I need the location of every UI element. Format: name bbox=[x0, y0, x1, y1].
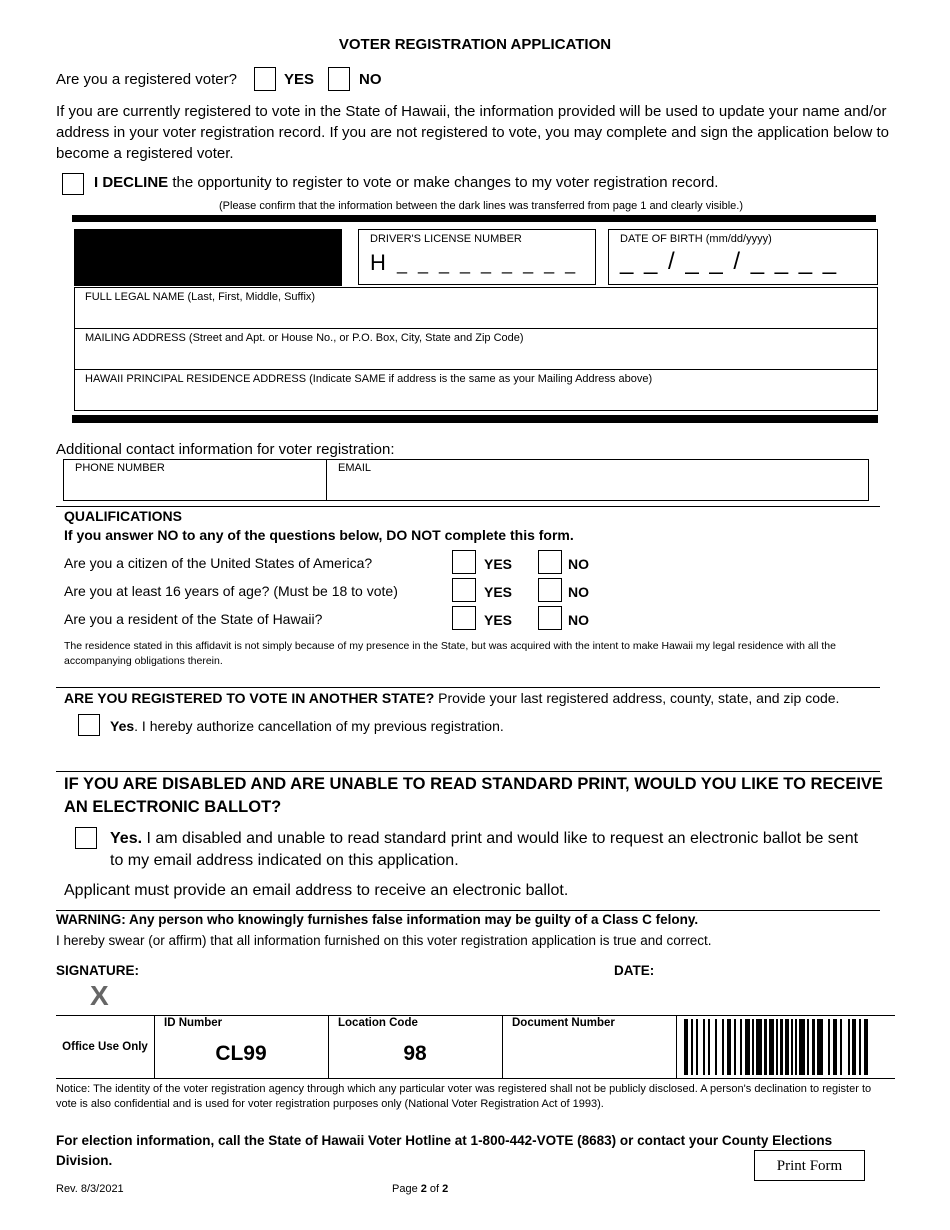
decline-text bbox=[94, 174, 718, 191]
resident-yes-label: YES bbox=[484, 612, 513, 628]
dob-field[interactable] bbox=[608, 229, 878, 285]
mailing-label: MAILING ADDRESS (Street and Apt. or House No., or P.O. Box, City, State and Zip Code) bbox=[85, 332, 524, 344]
barcode bbox=[682, 1019, 872, 1075]
divider bbox=[676, 1015, 677, 1079]
dob-label: DATE OF BIRTH (mm/dd/yyyy) bbox=[620, 233, 772, 245]
email-required-note: Applicant must provide an email address to receive an electronic ballot. bbox=[64, 882, 569, 899]
registered-no-label: NO bbox=[359, 71, 382, 88]
citizen-no-checkbox[interactable] bbox=[538, 550, 562, 574]
question-resident: Are you a resident of the State of Hawaii? bbox=[64, 611, 323, 627]
signature-mark: X bbox=[90, 980, 109, 1011]
date-label: DATE: bbox=[614, 963, 655, 978]
license-prefix: H bbox=[370, 250, 386, 275]
qualifications-subheading: If you answer NO to any of the questions below, DO NOT complete this form. bbox=[64, 527, 574, 543]
other-state-yes-text bbox=[110, 718, 504, 734]
divider bbox=[74, 369, 878, 370]
citizen-yes-label: YES bbox=[484, 556, 513, 572]
age-no-checkbox[interactable] bbox=[538, 578, 562, 602]
email-field[interactable] bbox=[326, 459, 869, 501]
license-label: DRIVER'S LICENSE NUMBER bbox=[370, 233, 522, 245]
resident-no-checkbox[interactable] bbox=[538, 606, 562, 630]
electronic-ballot-rest: I am disabled and unable to read standard print and would like to request an electronic ballot be sent to my email address indicated on this application. bbox=[110, 830, 859, 869]
signature-field[interactable] bbox=[140, 975, 600, 1011]
registered-question: Are you a registered voter? bbox=[56, 71, 237, 88]
print-form-button[interactable]: Print Form bbox=[754, 1150, 865, 1181]
electronic-ballot-text bbox=[110, 828, 870, 872]
office-use-label: Office Use Only bbox=[62, 1041, 148, 1053]
other-state-question bbox=[64, 690, 839, 706]
signature-label: SIGNATURE: bbox=[56, 963, 139, 978]
hotline-text: For election information, call the State of Hawaii Voter Hotline at 1-800-442-VOTE (8683) or contact your County Elections Division. bbox=[56, 1133, 833, 1168]
mailing-input[interactable] bbox=[74, 345, 878, 369]
question-citizen: Are you a citizen of the United States of America? bbox=[64, 555, 373, 571]
section-divider bbox=[56, 506, 880, 507]
age-yes-label: YES bbox=[484, 584, 513, 600]
license-field[interactable] bbox=[358, 229, 596, 285]
id-number-value: CL99 bbox=[215, 1042, 267, 1065]
warning-text: WARNING: Any person who knowingly furnishes false information may be guilty of a Class C felony. bbox=[56, 912, 699, 927]
residence-label: HAWAII PRINCIPAL RESIDENCE ADDRESS (Indicate SAME if address is the same as your Mailing Address above) bbox=[85, 373, 653, 385]
redacted-block bbox=[74, 229, 342, 286]
phone-label: PHONE NUMBER bbox=[75, 462, 165, 474]
other-state-rest: Provide your last registered address, county, state, and zip code. bbox=[434, 690, 840, 706]
other-state-bold: ARE YOU REGISTERED TO VOTE IN ANOTHER STATE? bbox=[64, 690, 435, 706]
page-title: VOTER REGISTRATION APPLICATION bbox=[338, 36, 612, 53]
date-field[interactable] bbox=[660, 958, 860, 988]
resident-yes-checkbox[interactable] bbox=[452, 606, 476, 630]
page-current: 2 bbox=[420, 1183, 427, 1195]
decline-bold: I DECLINE bbox=[94, 174, 169, 191]
section-divider bbox=[56, 771, 880, 772]
page-number bbox=[392, 1183, 448, 1195]
dob-mask: _ _ / _ _ / _ _ _ _ bbox=[620, 248, 839, 275]
location-code-value: 98 bbox=[403, 1042, 427, 1065]
page-mid: of bbox=[426, 1183, 443, 1195]
qualifications-heading: QUALIFICATIONS bbox=[64, 508, 182, 524]
electronic-ballot-bold: Yes. bbox=[110, 830, 143, 847]
id-number-label: ID Number bbox=[164, 1017, 223, 1029]
other-state-yes-checkbox[interactable] bbox=[78, 714, 100, 736]
intro-paragraph: If you are currently registered to vote in the State of Hawaii, the information provided will be used to update your name and/or address in your voter registration record. If you are not registered to vote, you may complete and sign the application below to become a registered voter. bbox=[56, 103, 889, 162]
license-mask: _ _ _ _ _ _ _ _ _ bbox=[397, 254, 579, 274]
contact-heading: Additional contact information for voter registration: bbox=[56, 441, 395, 458]
registered-yes-label: YES bbox=[284, 71, 315, 88]
section-divider bbox=[56, 910, 880, 911]
residence-input[interactable] bbox=[74, 386, 878, 410]
divider bbox=[74, 328, 878, 329]
page-prefix: Page bbox=[392, 1183, 421, 1195]
confirm-note: (Please confirm that the information between the dark lines was transferred from page 1 and clearly visible.) bbox=[219, 200, 743, 212]
section-divider bbox=[56, 687, 880, 688]
affidavit-text: The residence stated in this affidavit is not simply because of my presence in the State, but was acquired with the intent to make Hawaii my legal residence with all the accompanying obligations therein. bbox=[64, 640, 836, 667]
top-dark-line bbox=[72, 215, 876, 222]
bottom-dark-line bbox=[72, 415, 878, 423]
page-total: 2 bbox=[442, 1183, 449, 1195]
name-input[interactable] bbox=[74, 303, 878, 328]
name-label: FULL LEGAL NAME (Last, First, Middle, Suffix) bbox=[85, 291, 316, 303]
oath-text: I hereby swear (or affirm) that all information furnished on this voter registration application is true and correct. bbox=[56, 933, 712, 948]
office-table-bottom bbox=[56, 1078, 895, 1079]
other-state-yes-bold: Yes bbox=[110, 718, 135, 734]
document-number-label: Document Number bbox=[512, 1017, 615, 1029]
question-age: Are you at least 16 years of age? (Must be 18 to vote) bbox=[64, 583, 398, 599]
office-table-top bbox=[56, 1015, 895, 1016]
citizen-no-label: NO bbox=[568, 556, 589, 572]
decline-rest: the opportunity to register to vote or make changes to my voter registration record. bbox=[168, 174, 719, 191]
disabled-heading: IF YOU ARE DISABLED AND ARE UNABLE TO READ STANDARD PRINT, WOULD YOU LIKE TO RECEIVE AN ELECTRONIC BALLOT? bbox=[64, 775, 883, 816]
location-code-label: Location Code bbox=[338, 1017, 418, 1029]
email-label: EMAIL bbox=[338, 462, 372, 474]
registered-yes-checkbox[interactable] bbox=[254, 67, 276, 91]
electronic-ballot-checkbox[interactable] bbox=[75, 827, 97, 849]
decline-checkbox[interactable] bbox=[62, 173, 84, 195]
revision-date: Rev. 8/3/2021 bbox=[56, 1183, 124, 1195]
phone-field[interactable] bbox=[63, 459, 327, 501]
registered-no-checkbox[interactable] bbox=[328, 67, 350, 91]
age-no-label: NO bbox=[568, 584, 589, 600]
resident-no-label: NO bbox=[568, 612, 589, 628]
privacy-notice: Notice: The identity of the voter registration agency through which any particular voter was registered shall not be publicly disclosed. A person's declination to register to vote is also confidential and is used for voter registration purposes only (National Voter Registration Act of 1993). bbox=[56, 1083, 872, 1110]
divider bbox=[502, 1015, 503, 1079]
age-yes-checkbox[interactable] bbox=[452, 578, 476, 602]
citizen-yes-checkbox[interactable] bbox=[452, 550, 476, 574]
other-state-yes-rest: . I hereby authorize cancellation of my previous registration. bbox=[134, 718, 504, 734]
